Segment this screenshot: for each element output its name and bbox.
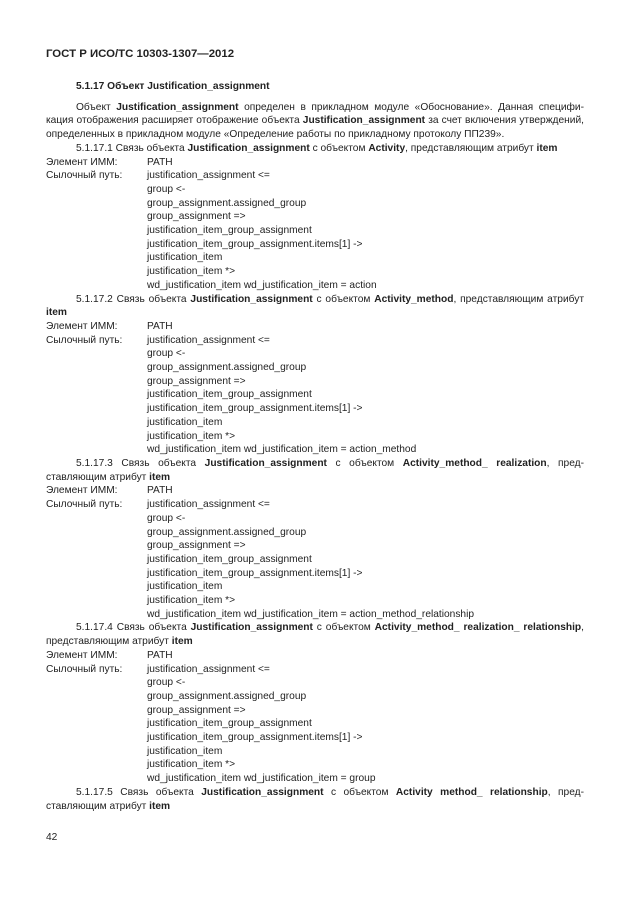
element-imm-value: PATH [147,649,173,661]
path-line: wd_justification_item wd_justification_item = action [147,279,377,291]
element-imm-label: Элемент ИММ: [46,649,118,661]
section-heading: 5.1.17 Объект Justification_assignment [76,81,270,92]
path-line: justification_item_group_assignment [147,718,312,730]
element-imm-row [46,320,584,334]
path-line: justification_item *> [147,266,236,278]
subsection-title: 5.1.17.4 Связь объекта Justification_assignment с объектом Activity_method_ realization_ relationship, представляющим атрибут item [46,622,584,648]
path-line: group <- [147,677,186,689]
reference-path-label: Сылочный путь: [46,334,123,346]
path-line: group_assignment.assigned_group [147,526,307,538]
path-line: group_assignment => [147,704,246,716]
element-imm-label: Элемент ИММ: [46,485,118,497]
path-line: justification_item *> [147,595,236,607]
element-imm-label: Элемент ИММ: [46,156,118,168]
path-line: justification_item_group_assignment [147,225,312,237]
subsection-title: 5.1.17.1 Связь объекта Justification_assignment с объектом Activity, представляющим атрибут item [76,142,558,154]
path-line: justification_assignment <= [147,499,270,511]
subsection-title: 5.1.17.2 Связь объекта Justification_assignment с объектом Activity_method, представляющим атрибут item [46,293,585,319]
path-line: group_assignment => [147,540,246,552]
path-line: group_assignment.assigned_group [147,690,307,702]
reference-path-label: Сылочный путь: [46,663,123,675]
path-line: justification_item *> [147,759,236,771]
document-header: ГОСТ Р ИСО/ТС 10303-1307—2012 [46,48,235,60]
section-intro: Объект Justification_assignment определен в прикладном модуле «Обоснование». Данная спецификация отображения расширяет отображение объекта Justification_assignment за счет включения утверждений, определенных в прикладном модуле «Определение работы по прикладному протоколу ПП239». [46,101,584,141]
subsection-title: 5.1.17.5 Связь объекта Justification_assignment с объектом Activity method_ relationship, представляющим атрибут item [46,786,585,812]
path-line: justification_item_group_assignment.items[1] -> [147,403,363,415]
document-body [46,80,584,813]
element-imm-row [46,649,584,663]
subsection-title: 5.1.17.3 Связь объекта Justification_assignment с объектом Activity_method_ realization, представляющим атрибут item [46,457,584,483]
path-line: group <- [147,183,186,195]
reference-path-row [46,663,584,677]
path-line: justification_assignment <= [147,170,270,182]
reference-path-row [46,334,584,348]
element-imm-row [46,484,584,498]
reference-path-row [46,498,584,512]
path-line: justification_item_group_assignment.items[1] -> [147,732,363,744]
path-line: justification_item [147,581,223,593]
path-line: group_assignment => [147,375,246,387]
path-line: justification_item [147,745,223,757]
reference-path-label: Сылочный путь: [46,499,123,511]
path-line: justification_item_group_assignment [147,553,312,565]
path-line: group_assignment.assigned_group [147,362,307,374]
path-line: group_assignment => [147,211,246,223]
path-line: justification_assignment <= [147,663,270,675]
path-line: wd_justification_item wd_justification_item = group [147,773,376,785]
path-line: group_assignment.assigned_group [147,197,307,209]
page-number: 42 [46,832,58,843]
element-imm-value: PATH [147,320,173,332]
path-line: group <- [147,512,186,524]
element-imm-value: PATH [147,485,173,497]
reference-path-row [46,169,584,183]
path-line: group <- [147,348,186,360]
element-imm-row [46,156,584,170]
path-line: justification_assignment <= [147,334,270,346]
path-line: justification_item [147,252,223,264]
path-line: justification_item_group_assignment.items[1] -> [147,567,363,579]
element-imm-label: Элемент ИММ: [46,320,118,332]
path-line: wd_justification_item wd_justification_item = action_method [147,444,417,456]
reference-path-label: Сылочный путь: [46,170,123,182]
path-line: justification_item_group_assignment [147,389,312,401]
path-line: justification_item *> [147,430,236,442]
element-imm-value: PATH [147,156,173,168]
path-line: justification_item [147,416,223,428]
path-line: justification_item_group_assignment.items[1] -> [147,238,363,250]
subsections-container [46,142,584,813]
path-line: wd_justification_item wd_justification_item = action_method_relationship [147,608,475,620]
